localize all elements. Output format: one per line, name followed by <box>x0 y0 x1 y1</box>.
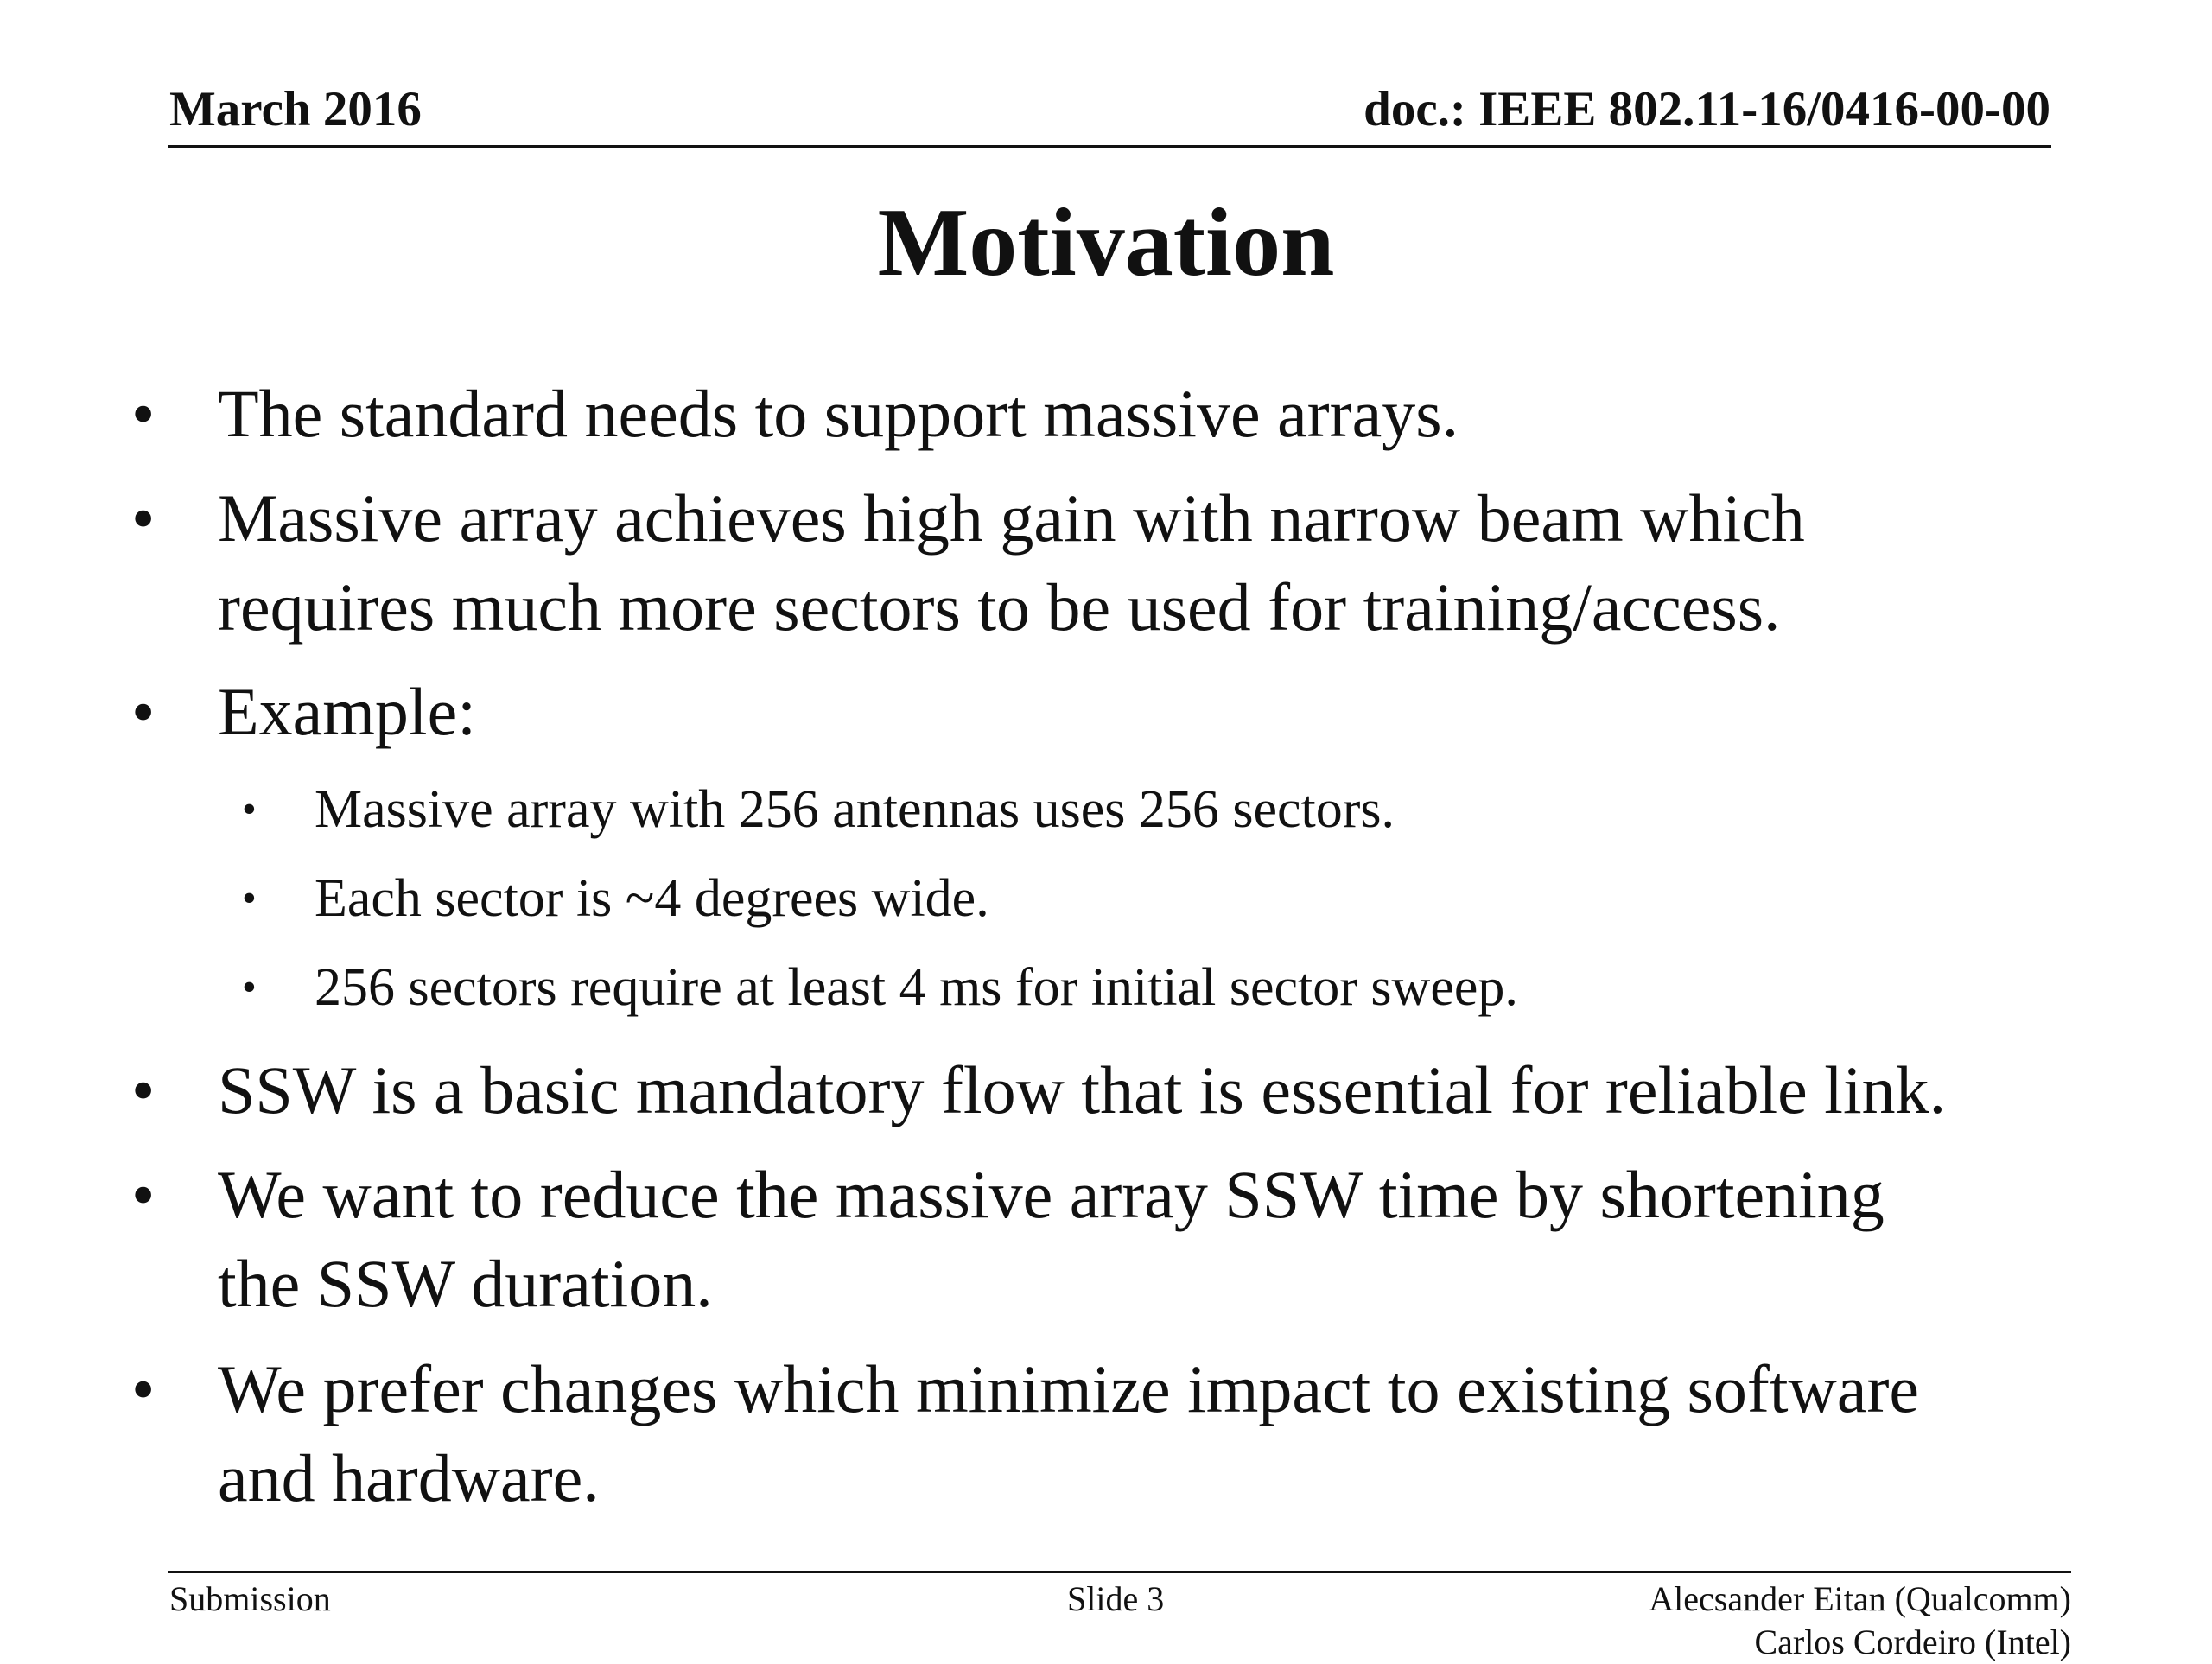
bullet-line: We want to reduce the massive array SSW time by shortening <box>218 1157 1885 1232</box>
footer-divider <box>168 1571 2071 1573</box>
sub-bullet-text: Each sector is ~4 degrees wide. <box>315 869 989 928</box>
bullet-line: We prefer changes which minimize impact to existing software <box>218 1351 1920 1426</box>
bullet-marker: • <box>131 1052 156 1127</box>
sub-bullet-marker: • <box>242 964 257 1010</box>
bullet-text <box>218 1344 1919 1522</box>
bullet-text <box>218 667 476 756</box>
sub-bullet-marker: • <box>242 875 257 921</box>
header-date: March 2016 <box>169 82 422 137</box>
bullet-marker: • <box>131 376 156 451</box>
bullet-text <box>218 473 1805 651</box>
sub-bullet-text: 256 sectors require at least 4 ms for initial sector sweep. <box>315 958 1518 1017</box>
sub-bullet-marker: • <box>242 786 257 832</box>
footer-author: Alecsander Eitan (Qualcomm) <box>1649 1579 2071 1618</box>
bullet-marker: • <box>131 480 156 556</box>
bullet-text <box>218 1150 1885 1328</box>
slide-title: Motivation <box>877 189 1335 296</box>
bullet-line: the SSW duration. <box>218 1246 713 1321</box>
bullet-text <box>218 1045 1946 1134</box>
bullet-text <box>218 369 1459 458</box>
footer-author: Carlos Cordeiro (Intel) <box>1754 1623 2071 1661</box>
bullet-line: Massive array achieves high gain with narrow beam which <box>218 480 1805 556</box>
bullet-line: The standard needs to support massive arrays. <box>218 376 1459 451</box>
footer-slide-number: Slide 3 <box>1067 1579 1165 1618</box>
bullet-marker: • <box>131 1351 156 1426</box>
bullet-line: Example: <box>218 674 476 749</box>
bullet-line: SSW is a basic mandatory flow that is essential for reliable link. <box>218 1052 1947 1127</box>
bullet-marker: • <box>131 674 156 749</box>
header-doc-id: doc.: IEEE 802.11-16/0416-00-00 <box>1363 82 2050 137</box>
footer-submission: Submission <box>169 1579 331 1618</box>
sub-bullet-text: Massive array with 256 antennas uses 256 sectors. <box>315 780 1395 839</box>
bullet-marker: • <box>131 1157 156 1232</box>
bullet-line: and hardware. <box>218 1440 600 1515</box>
footer-authors <box>1649 1578 2071 1664</box>
bullet-line: requires much more sectors to be used for training/access. <box>218 569 1781 645</box>
